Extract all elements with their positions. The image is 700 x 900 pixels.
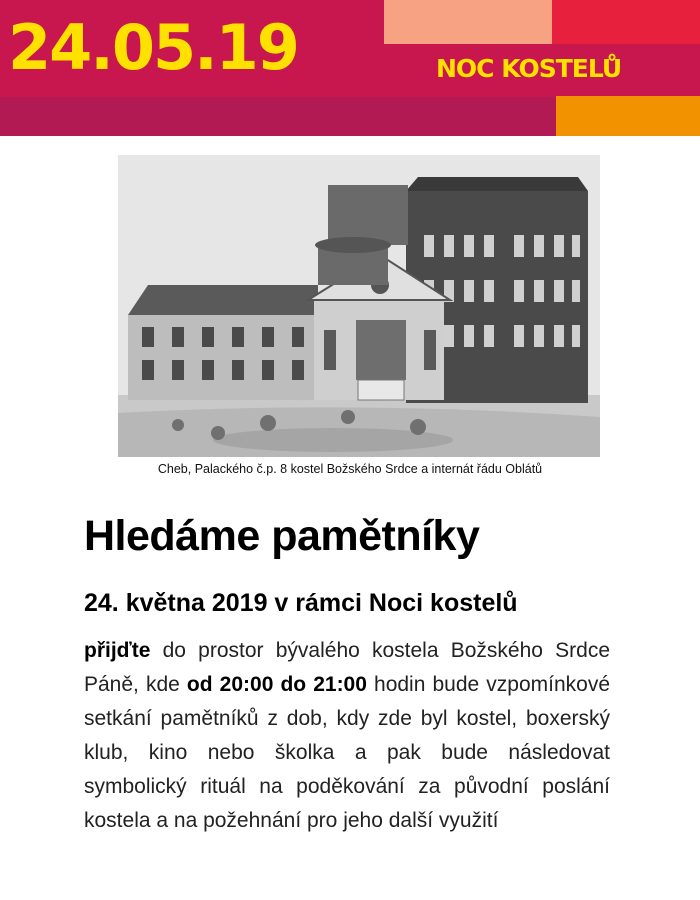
church-photo	[118, 155, 600, 457]
invitation-text	[84, 634, 610, 838]
invitation-part-2: hodin bude vzpomínkové setkání pamětníků z dob, kdy zde byl kostel, boxerský klub, kino nebo školka a pak bude následovat symbolický rituál na poděkování za původní poslání kostela a na požehnání pro jeho další využití	[84, 673, 611, 832]
church-building-illustration	[118, 155, 600, 457]
header-banner	[0, 0, 700, 136]
banner-bottom-strip	[0, 97, 556, 136]
photo-caption: Cheb, Palackého č.p. 8 kostel Božského Srdce a internát řádu Oblátů	[157, 462, 543, 476]
invitation-time: od 20:00 do 21:00	[186, 673, 367, 696]
banner-peach-block	[384, 0, 552, 44]
page-subtitle: 24. května 2019 v rámci Noci kostelů	[84, 589, 518, 617]
event-date: 24.05.19	[8, 11, 298, 84]
event-name: NOC KOSTELŮ	[436, 54, 622, 83]
banner-orange-block	[556, 96, 700, 136]
banner-red-block	[552, 0, 700, 44]
page-title: Hledáme pamětníky	[84, 512, 480, 560]
invitation-part-1: do prostor bývalého kostela Božského Srdce Páně, kde	[84, 639, 610, 696]
invitation-lead: přijďte	[84, 639, 151, 662]
